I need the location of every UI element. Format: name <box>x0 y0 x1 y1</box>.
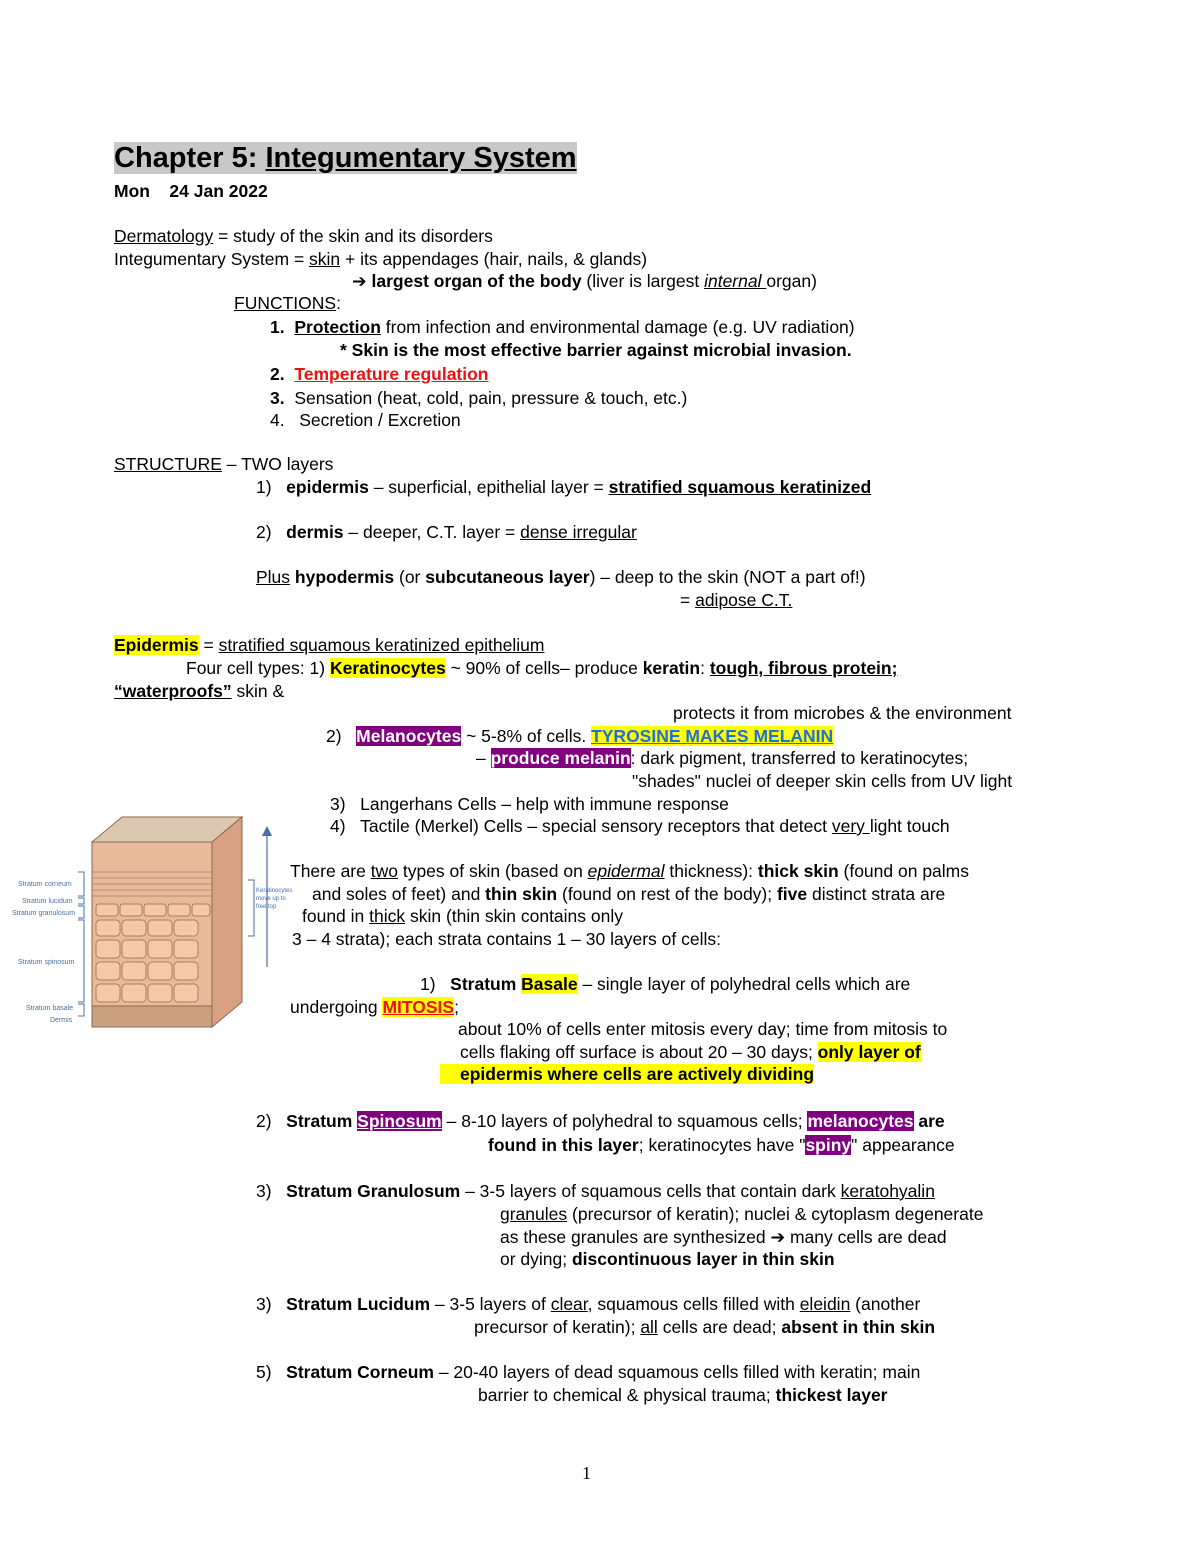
function-3 <box>270 387 687 409</box>
stratum-basale-line-5 <box>440 1063 814 1085</box>
l2-type: dense irregular <box>520 522 637 542</box>
s1-mid: types of skin (based on <box>397 861 588 881</box>
label-dermis: Dermis <box>50 1017 73 1024</box>
function-2 <box>270 363 489 385</box>
label-stratum-basale: Stratum basale <box>26 1005 74 1012</box>
sp-are: are <box>913 1111 945 1131</box>
epidermis-eq: = <box>198 635 219 655</box>
tactile-pre: Tactile (Merkel) Cells – special sensory receptors that detect <box>360 816 832 836</box>
skin-side-face <box>212 817 242 1027</box>
dermatology-line <box>114 225 493 247</box>
protects-line: protects it from microbes & the environment <box>673 703 1012 723</box>
integumentary-line <box>114 248 647 270</box>
g-l2: (precursor of keratin); nuclei & cytoplasm degenerate <box>567 1204 984 1224</box>
granulosum-term: Stratum Granulosum <box>286 1181 461 1201</box>
stratum-basale-line-1 <box>420 973 910 995</box>
stratum-lucidum-line-1 <box>256 1293 920 1315</box>
chapter-label: Chapter 5: <box>114 142 258 174</box>
side-label-3: free top <box>256 904 277 910</box>
kera-mid: ~ 90% of cells– produce <box>445 658 643 678</box>
side-label-2: move up to <box>256 896 286 902</box>
sp-melanocytes: melanocytes <box>807 1111 914 1131</box>
s2-thin-skin: thin skin <box>485 884 558 904</box>
melanin-text: : dark pigment, transferred to keratinocytes; <box>630 748 969 768</box>
tactile-line <box>330 815 950 837</box>
arrow-head-icon <box>262 826 272 836</box>
g-num: 3) <box>256 1181 272 1201</box>
s2-pre: and soles of feet) and <box>312 884 486 904</box>
tough-protein: tough, fibrous protein; <box>709 658 898 678</box>
liver-pre: (liver is largest <box>581 271 705 291</box>
dermatology-term: Dermatology <box>114 226 214 246</box>
skin-types-line-2 <box>312 883 945 905</box>
eleidin-term: eleidin <box>799 1294 851 1314</box>
waterproofs-term: “waterproofs” <box>114 681 232 701</box>
functions-heading <box>234 292 341 314</box>
f1-text: from infection and environmental damage (e.g. UV radiation) <box>380 317 855 337</box>
sp-num: 2) <box>256 1111 272 1131</box>
sp-text: – 8-10 layers of polyhedral to squamous cells; <box>441 1111 808 1131</box>
stratum-granulosum-line-3: as these granules are synthesized ➔ many cells are dead <box>500 1227 947 1247</box>
hypodermis-line <box>256 566 866 588</box>
l2-term: dermis <box>286 522 344 542</box>
sp-stratum: Stratum <box>286 1111 358 1131</box>
s1-pre: There are <box>290 861 371 881</box>
adipose-line <box>680 589 792 611</box>
dermis-band <box>92 1006 212 1027</box>
structure-post: – TWO layers <box>221 454 334 474</box>
s3-pre: found in <box>302 906 370 926</box>
melanocytes-line <box>326 725 833 747</box>
stratum-spinosum-line-1 <box>256 1110 945 1132</box>
hypodermis-term: hypodermis <box>294 567 395 587</box>
skin-amp: skin & <box>231 681 285 701</box>
skin-layers-diagram <box>12 812 293 1037</box>
largest-organ-line <box>352 270 817 292</box>
adipose-term: adipose C.T. <box>695 590 793 610</box>
waterproofs-line <box>114 680 284 702</box>
page-number: 1 <box>582 1463 591 1483</box>
f1-term: Protection <box>294 317 381 337</box>
structure-layer-2 <box>256 521 637 543</box>
produce-melanin: produce melanin <box>490 748 631 768</box>
largest-organ: largest organ of the body <box>371 271 582 291</box>
b-l5: epidermis where cells are actively dividing <box>440 1064 814 1084</box>
structure-title: STRUCTURE <box>114 454 222 474</box>
page-title <box>114 140 577 176</box>
c-text: – 20-40 layers of dead squamous cells filled with keratin; main <box>433 1362 921 1382</box>
s1-thick-skin: thick skin <box>757 861 839 881</box>
stratum-basale-line-4 <box>460 1041 921 1063</box>
melanin-line <box>476 747 968 769</box>
lu-num: 3) <box>256 1294 272 1314</box>
epidermis-heading <box>114 634 544 656</box>
hypo-mid: (or <box>394 567 426 587</box>
f3-num: 3. <box>270 388 285 408</box>
stratum-corneum-line-2 <box>478 1384 888 1406</box>
b-under: undergoing <box>290 997 383 1017</box>
shades-line: "shades" nuclei of deeper skin cells from UV light <box>632 771 1013 791</box>
lu-l2-mid: cells are dead; <box>657 1317 782 1337</box>
keratin-term: keratin <box>642 658 701 678</box>
sp-l2-mid: ; keratinocytes have " <box>638 1135 806 1155</box>
b-text: – single layer of polyhedral cells which are <box>577 974 911 994</box>
l-num: 3) <box>330 794 346 814</box>
kera-colon: : <box>700 658 710 678</box>
lu-text2: , squamous cells filled with <box>587 1294 800 1314</box>
granules-term: granules <box>500 1204 568 1224</box>
stratum-basale-line-3: about 10% of cells enter mitosis every day; time from mitosis to <box>458 1019 948 1039</box>
s1-two: two <box>370 861 398 881</box>
hypo-post: ) – deep to the skin (NOT a part of!) <box>589 567 866 587</box>
f3-text: Sensation (heat, cold, pain, pressure & touch, etc.) <box>294 388 688 408</box>
functions-title: FUNCTIONS <box>234 293 337 313</box>
spiny-term: spiny <box>805 1135 852 1155</box>
epidermis-def: stratified squamous keratinized epithelium <box>218 635 545 655</box>
dermatology-def: = study of the skin and its disorders <box>213 226 493 246</box>
lu-text3: (another <box>850 1294 921 1314</box>
tactile-very: very <box>831 816 870 836</box>
f2-term: Temperature regulation <box>294 364 489 384</box>
g-discontinuous: discontinuous layer in thin skin <box>571 1249 835 1269</box>
adipose-pre: = <box>680 590 696 610</box>
integ-pre: Integumentary System = <box>114 249 310 269</box>
s3-post: skin (thin skin contains only <box>405 906 624 926</box>
langerhans-line <box>330 793 729 815</box>
s1-mid2: thickness): <box>664 861 758 881</box>
melanocytes-term: Melanocytes <box>356 726 462 746</box>
integ-skin: skin <box>309 249 341 269</box>
g-text: – 3-5 layers of squamous cells that contain dark <box>460 1181 841 1201</box>
keratinocytes-term: Keratinocytes <box>329 658 446 678</box>
label-stratum-corneum: Stratum corneum <box>18 881 72 888</box>
s1-epidermal: epidermal <box>587 861 665 881</box>
function-1 <box>270 316 855 338</box>
f2-num: 2. <box>270 364 285 384</box>
f1-num: 1. <box>270 317 285 337</box>
c-num: 5) <box>256 1362 272 1382</box>
s2-mid: (found on rest of the body); <box>557 884 777 904</box>
langerhans-text: Langerhans Cells – help with immune response <box>360 794 729 814</box>
skin-types-line-4: 3 – 4 strata); each strata contains 1 – 30 layers of cells: <box>292 929 721 949</box>
lu-absent: absent in thin skin <box>781 1317 936 1337</box>
lu-all: all <box>640 1317 658 1337</box>
skin-types-line-3 <box>302 905 623 927</box>
f4-text: Secretion / Excretion <box>299 410 461 430</box>
f4-num: 4. <box>270 410 285 430</box>
l1-num: 1) <box>256 477 272 497</box>
structure-layer-1 <box>256 476 871 498</box>
l2-text: – deeper, C.T. layer = <box>343 522 521 542</box>
c-l2: barrier to chemical & physical trauma; <box>478 1385 776 1405</box>
stratum-corneum-line-1 <box>256 1361 920 1383</box>
label-stratum-granulosum: Stratum granulosum <box>12 910 76 917</box>
stratum-granulosum-line-2 <box>500 1203 983 1225</box>
melanin-dash: – <box>476 748 491 768</box>
s3-thick: thick <box>369 906 406 926</box>
stratum-basale-line-2 <box>290 996 459 1018</box>
b-stratum: Stratum <box>450 974 522 994</box>
b-l4: cells flaking off surface is about 20 – 30 days; <box>460 1042 818 1062</box>
s1-post: (found on palms <box>838 861 969 881</box>
l1-type: stratified squamous keratinized <box>608 477 872 497</box>
label-stratum-lucidum: Stratum lucidum <box>22 898 73 905</box>
basale-term: Basale <box>521 974 578 994</box>
b-only: only layer of <box>817 1042 921 1062</box>
arrow-icon: ➔ <box>352 271 372 291</box>
sp-l2-post: " appearance <box>851 1135 955 1155</box>
date-value: 24 Jan 2022 <box>169 181 268 201</box>
c-thickest: thickest layer <box>775 1385 888 1405</box>
integ-post: + its appendages (hair, nails, & glands) <box>340 249 648 269</box>
tactile-post: light touch <box>869 816 950 836</box>
lucidum-term: Stratum Lucidum <box>286 1294 431 1314</box>
skin-types-line-1 <box>290 860 969 882</box>
chapter-topic: Integumentary System <box>265 142 577 174</box>
sp-found: found in this layer <box>488 1135 639 1155</box>
l2-num: 2) <box>256 522 272 542</box>
m-num: 2) <box>326 726 342 746</box>
lecture-date <box>114 180 268 202</box>
tyrosine-note: TYROSINE MAKES MELANIN <box>591 726 834 746</box>
corneum-term: Stratum Corneum <box>286 1362 434 1382</box>
stratum-granulosum-line-4 <box>500 1248 835 1270</box>
date-day: Mon <box>114 181 150 201</box>
b-semi: ; <box>454 997 459 1017</box>
melano-mid: ~ 5-8% of cells. <box>461 726 592 746</box>
t-num: 4) <box>330 816 346 836</box>
s2-five: five <box>776 884 808 904</box>
label-stratum-spinosum: Stratum spinosum <box>18 959 75 966</box>
keratohyalin-term: keratohyalin <box>840 1181 935 1201</box>
stratum-lucidum-line-2 <box>474 1316 935 1338</box>
spinosum-term: Spinosum <box>357 1111 442 1131</box>
lu-text: – 3-5 layers of <box>430 1294 551 1314</box>
stratum-spinosum-line-2 <box>488 1134 955 1156</box>
l1-text: – superficial, epithelial layer = <box>368 477 609 497</box>
functions-colon: : <box>336 293 341 313</box>
stratum-granulosum-line-1 <box>256 1180 935 1202</box>
subcutaneous-term: subcutaneous layer <box>425 567 590 587</box>
types-intro: Four cell types: 1) <box>186 658 330 678</box>
function-4 <box>270 409 461 431</box>
liver-internal: internal <box>704 271 767 291</box>
b-num: 1) <box>420 974 436 994</box>
keratinocytes-line <box>186 657 897 679</box>
structure-heading <box>114 453 333 475</box>
epidermis-term: Epidermis <box>114 635 199 655</box>
liver-post: organ) <box>766 271 817 291</box>
plus-word: Plus <box>256 567 291 587</box>
side-label-1: Keratinocytes <box>256 888 293 894</box>
function-1-note: * Skin is the most effective barrier against microbial invasion. <box>340 340 852 360</box>
s2-post: distinct strata are <box>807 884 946 904</box>
l1-term: epidermis <box>286 477 369 497</box>
g-l4-pre: or dying; <box>500 1249 572 1269</box>
mitosis-term: MITOSIS <box>382 997 455 1017</box>
lu-clear: clear <box>550 1294 588 1314</box>
lu-l2-pre: precursor of keratin); <box>474 1317 641 1337</box>
